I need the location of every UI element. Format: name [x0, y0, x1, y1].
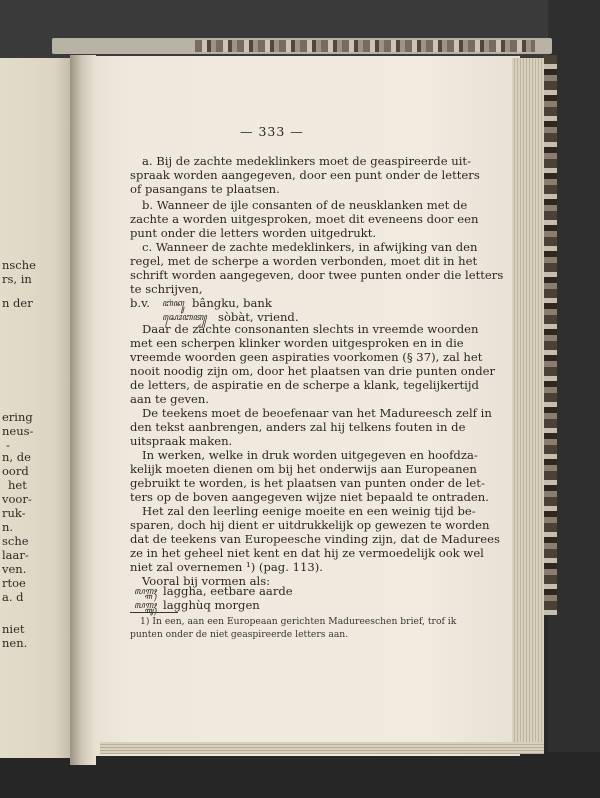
left-page-fragment: laar-: [2, 548, 29, 562]
text-line: b. Wanneer de ijle consanten of de neusklanken met de: [142, 198, 468, 212]
marbled-cover-edge: [195, 40, 535, 52]
example-word: laggha, eetbare aarde: [163, 584, 293, 598]
text-line: vreemde woorden geen aspiraties voorkomen (§ 37), zal het: [130, 350, 483, 364]
text-line: punt onder die letters worden uitgedrukt.: [130, 226, 377, 240]
left-page-fragment: oord: [2, 464, 29, 478]
page-block-edge: [512, 58, 544, 753]
footnote-rule: [130, 612, 178, 613]
left-page-fragment: nsche: [2, 258, 36, 272]
example-word: bângku, bank: [192, 296, 272, 310]
page-gutter: [70, 55, 96, 765]
left-page-fragment: neus-: [2, 424, 34, 438]
madurese-script-word: ꦧꦁꦏꦸ: [162, 299, 184, 309]
left-page-fragment: voor-: [2, 492, 32, 506]
text-line: aan te geven.: [130, 392, 210, 406]
text-line: gebruikt te worden, is het plaatsen van punten onder de let-: [130, 476, 485, 490]
text-line: de letters, de aspiratie en de scherpe a klank, tegelijkertijd: [130, 378, 479, 392]
madurese-script-word: ꦱꦺꦴꦧꦠ꧀: [162, 313, 207, 323]
text-line: Het zal den leerling eenige moeite en een weinig tijd be-: [142, 504, 476, 518]
text-line: Daar de zachte consonanten slechts in vreemde woorden: [142, 322, 479, 336]
text-line: of pasangans te plaatsen.: [130, 182, 280, 196]
text-line: te schrijven,: [130, 282, 203, 296]
left-page-fragment: sche: [2, 534, 29, 548]
left-page-fragment: rs, in: [2, 272, 32, 286]
text-line: schrift worden aangegeven, door twee punten onder die letters: [130, 268, 504, 282]
text-line: met een scherpen klinker worden uitgesproken en in die: [130, 336, 464, 350]
text-line: ze in het geheel niet kent en dat hij ze vermoedelijk ook wel: [130, 546, 484, 560]
text-line: Vooral bij vormen als:: [142, 574, 271, 588]
madurese-script-word: ꦭꦒ꧀ꦒꦃ: [134, 587, 157, 597]
example-prefix: b.v.: [130, 296, 150, 310]
left-page-fragment: nen.: [2, 636, 28, 650]
example-word: lagghùq morgen: [163, 598, 260, 612]
madurese-script-word: ꦭꦒ꧀ꦒꦸꦃ: [134, 601, 157, 611]
text-line: c. Wanneer de zachte medeklinkers, in afwijking van den: [142, 240, 478, 254]
text-line: kelijk moeten dienen om bij het onderwijs aan Europeanen: [130, 462, 477, 476]
left-page-fragment: n der: [2, 296, 33, 310]
left-page-fragment: het: [8, 478, 27, 492]
left-page-fragment: niet: [2, 622, 25, 636]
text-line: den tekst aanbrengen, anders zal hij telkens fouten in de: [130, 420, 466, 434]
text-line: niet zal overnemen ¹) (pag. 113).: [130, 560, 323, 574]
text-line: uitspraak maken.: [130, 434, 233, 448]
left-page-fragment: n, de: [2, 450, 31, 464]
text-line: regel, met de scherpe a worden verbonden, moet dit in het: [130, 254, 478, 268]
left-page-fragment: a. d: [2, 590, 24, 604]
left-page-fragment: n.: [2, 520, 14, 534]
marbled-cover-side: [543, 55, 557, 615]
left-page: [0, 58, 78, 758]
page-number: — 333 —: [240, 124, 304, 139]
text-line: In werken, welke in druk worden uitgegeven en hoofdza-: [142, 448, 478, 462]
text-line: nooit noodig zijn om, door het plaatsen van drie punten onder: [130, 364, 496, 378]
left-page-fragment: rtoe: [2, 576, 26, 590]
footnote-line: punten onder de niet geaspireerde letters aan.: [130, 629, 349, 640]
text-line: zachte a worden uitgesproken, moet dit eveneens door een: [130, 212, 479, 226]
left-page-fragment: ering: [2, 410, 33, 424]
text-line: dat de teekens van Europeesche vinding zijn, dat de Madurees: [130, 532, 500, 546]
text-line: spraak worden aangegeven, door een punt onder de letters: [130, 168, 480, 182]
left-page-fragment: ruk-: [2, 506, 26, 520]
text-line: ters op de boven aangegeven wijze niet bepaald te ontraden.: [130, 490, 489, 504]
text-line: De teekens moet de beoefenaar van het Madureesch zelf in: [142, 406, 492, 420]
footnote-line: 1) In een, aan een Europeaan gerichten Madureeschen brief, trof ik: [140, 616, 457, 627]
page-block-bottom-edge: [100, 742, 544, 754]
left-page-fragment: ven.: [2, 562, 27, 576]
text-line: a. Bij de zachte medeklinkers moet de geaspireerde uit-: [142, 154, 472, 168]
left-page-fragment: -: [6, 438, 10, 452]
text-line: sparen, doch hij dient er uitdrukkelijk op gewezen te worden: [130, 518, 490, 532]
example-word: sòbàt, vriend.: [218, 310, 299, 324]
